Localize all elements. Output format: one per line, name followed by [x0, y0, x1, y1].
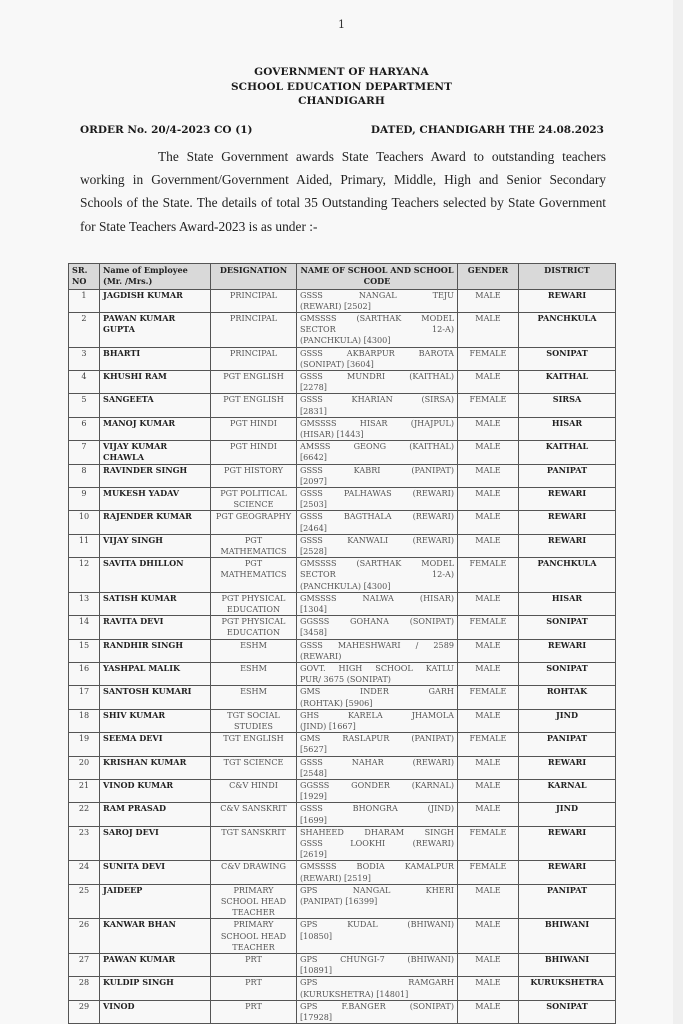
- cell-designation: TGT SOCIAL STUDIES: [211, 709, 297, 732]
- cell-school: [297, 780, 458, 803]
- table-row: [69, 347, 616, 370]
- cell-gender: MALE: [458, 441, 519, 464]
- cell-sr-no: 2: [69, 312, 100, 347]
- cell-gender: MALE: [458, 289, 519, 312]
- cell-employee-name: VIJAY KUMAR CHAWLA: [100, 441, 211, 464]
- cell-designation: PGT POLITICAL SCIENCE: [211, 487, 297, 510]
- school-line: GSSS KANWALI (REWARI): [300, 534, 454, 545]
- cell-school: [297, 417, 458, 440]
- cell-designation: PRIMARY SCHOOL HEAD TEACHER: [211, 884, 297, 919]
- cell-sr-no: 22: [69, 803, 100, 826]
- cell-school: [297, 663, 458, 686]
- cell-sr-no: 17: [69, 686, 100, 709]
- school-line: GMSSSS (SARTHAK MODEL: [300, 312, 454, 323]
- table-row: [69, 312, 616, 347]
- cell-designation: PGT MATHEMATICS: [211, 534, 297, 557]
- school-line: [2548]: [300, 767, 327, 778]
- intro-paragraph: [80, 145, 606, 238]
- cell-employee-name: SAROJ DEVI: [100, 826, 211, 861]
- school-line: GSSS NANGAL TEJU: [300, 289, 454, 300]
- cell-district: BHIWANI: [519, 954, 616, 977]
- cell-gender: MALE: [458, 1000, 519, 1023]
- cell-district: REWARI: [519, 289, 616, 312]
- school-line: (PANCHKULA) [4300]: [300, 580, 391, 591]
- cell-employee-name: RAVITA DEVI: [100, 616, 211, 639]
- table-row: [69, 558, 616, 593]
- cell-sr-no: 12: [69, 558, 100, 593]
- cell-district: HISAR: [519, 592, 616, 615]
- cell-gender: FEMALE: [458, 861, 519, 884]
- cell-sr-no: 25: [69, 884, 100, 919]
- cell-designation: TGT SCIENCE: [211, 756, 297, 779]
- cell-sr-no: 26: [69, 919, 100, 954]
- cell-gender: MALE: [458, 780, 519, 803]
- intro-text: The State Government awards State Teachers Award to outstanding teachers working in Government/Government Aided, Primary, Middle, High and Senior Secondary Schools of the State. The details of total 35 Outstanding Teachers selected by State Government for State Teachers Award-2023 is as under :-: [80, 149, 606, 234]
- cell-district: PANIPAT: [519, 884, 616, 919]
- school-line: GPS CHUNGI-7 (BHIWANI): [300, 954, 454, 965]
- cell-employee-name: MANOJ KUMAR: [100, 417, 211, 440]
- cell-district: SONIPAT: [519, 663, 616, 686]
- cell-school: [297, 441, 458, 464]
- letterhead-city: CHANDIGARH: [298, 95, 385, 107]
- school-line: GGSSS GOHANA (SONIPAT): [300, 616, 454, 627]
- cell-sr-no: 21: [69, 780, 100, 803]
- cell-designation: ESHM: [211, 639, 297, 662]
- cell-gender: MALE: [458, 511, 519, 534]
- cell-gender: MALE: [458, 954, 519, 977]
- school-line: SECTOR 12-A): [300, 324, 454, 335]
- cell-gender: MALE: [458, 803, 519, 826]
- cell-school: [297, 312, 458, 347]
- school-line: [2831]: [300, 405, 327, 416]
- school-line: GHS KARELA JHAMOLA: [300, 709, 454, 720]
- cell-designation: PRT: [211, 977, 297, 1000]
- cell-employee-name: VINOD KUMAR: [100, 780, 211, 803]
- cell-sr-no: 1: [69, 289, 100, 312]
- school-line: [2619]: [300, 849, 327, 860]
- cell-employee-name: RANDHIR SINGH: [100, 639, 211, 662]
- cell-gender: MALE: [458, 534, 519, 557]
- cell-sr-no: 9: [69, 487, 100, 510]
- school-line: (SONIPAT) [3604]: [300, 358, 374, 369]
- cell-district: PANIPAT: [519, 464, 616, 487]
- school-line: GSSS PALHAWAS (REWARI): [300, 487, 454, 498]
- cell-sr-no: 5: [69, 394, 100, 417]
- school-line: [3458]: [300, 627, 327, 638]
- cell-employee-name: KULDIP SINGH: [100, 977, 211, 1000]
- cell-employee-name: VINOD: [100, 1000, 211, 1023]
- cell-district: JIND: [519, 803, 616, 826]
- table-row: [69, 756, 616, 779]
- table-row: [69, 861, 616, 884]
- school-line: [10891]: [300, 965, 333, 976]
- cell-gender: MALE: [458, 370, 519, 393]
- cell-gender: MALE: [458, 312, 519, 347]
- table-row: [69, 441, 616, 464]
- school-line: GPS NANGAL KHERI: [300, 884, 454, 895]
- order-line: [80, 124, 604, 136]
- cell-gender: MALE: [458, 756, 519, 779]
- cell-school: [297, 686, 458, 709]
- cell-gender: FEMALE: [458, 733, 519, 756]
- cell-employee-name: SATISH KUMAR: [100, 592, 211, 615]
- cell-gender: MALE: [458, 592, 519, 615]
- cell-designation: PRT: [211, 1000, 297, 1023]
- cell-district: REWARI: [519, 756, 616, 779]
- cell-school: [297, 861, 458, 884]
- school-line: GMS RASLAPUR (PANIPAT): [300, 733, 454, 744]
- school-line: GSSS LOOKHI (REWARI): [300, 838, 454, 849]
- table-row: [69, 803, 616, 826]
- cell-sr-no: 27: [69, 954, 100, 977]
- cell-employee-name: VIJAY SINGH: [100, 534, 211, 557]
- cell-sr-no: 4: [69, 370, 100, 393]
- school-line: GSSS AKBARPUR BAROTA: [300, 347, 454, 358]
- header-gender: GENDER: [458, 264, 519, 290]
- school-line: [2528]: [300, 545, 327, 556]
- cell-sr-no: 16: [69, 663, 100, 686]
- cell-school: [297, 756, 458, 779]
- school-line: (HISAR) [1443]: [300, 428, 364, 439]
- cell-school: [297, 394, 458, 417]
- cell-gender: MALE: [458, 663, 519, 686]
- cell-designation: TGT ENGLISH: [211, 733, 297, 756]
- letterhead-government: GOVERNMENT OF HARYANA: [254, 66, 429, 78]
- cell-sr-no: 3: [69, 347, 100, 370]
- cell-sr-no: 14: [69, 616, 100, 639]
- table-row: [69, 733, 616, 756]
- cell-school: [297, 558, 458, 593]
- cell-school: [297, 511, 458, 534]
- table-row: [69, 394, 616, 417]
- table-row: [69, 919, 616, 954]
- table-row: [69, 417, 616, 440]
- school-line: AMSSS GEONG (KAITHAL): [300, 441, 454, 452]
- cell-district: KAITHAL: [519, 370, 616, 393]
- cell-employee-name: SHIV KUMAR: [100, 709, 211, 732]
- cell-designation: TGT SANSKRIT: [211, 826, 297, 861]
- school-line: [10850]: [300, 930, 333, 941]
- cell-gender: MALE: [458, 919, 519, 954]
- table-row: [69, 686, 616, 709]
- cell-school: [297, 370, 458, 393]
- school-line: [6642]: [300, 452, 327, 463]
- header-sr-no: SR. NO: [69, 264, 100, 290]
- cell-school: [297, 803, 458, 826]
- cell-school: [297, 954, 458, 977]
- cell-employee-name: PAWAN KUMAR GUPTA: [100, 312, 211, 347]
- table-row: [69, 592, 616, 615]
- cell-sr-no: 8: [69, 464, 100, 487]
- table-row: [69, 709, 616, 732]
- table-row: [69, 370, 616, 393]
- cell-sr-no: 15: [69, 639, 100, 662]
- school-line: GMSSSS BODIA KAMALPUR: [300, 861, 454, 872]
- cell-district: REWARI: [519, 861, 616, 884]
- school-line: GSSS BAGTHALA (REWARI): [300, 511, 454, 522]
- cell-district: ROHTAK: [519, 686, 616, 709]
- cell-district: SONIPAT: [519, 616, 616, 639]
- school-line: (PANIPAT) [16399]: [300, 896, 378, 907]
- cell-employee-name: SANTOSH KUMARI: [100, 686, 211, 709]
- school-line: GPS KUDAL (BHIWANI): [300, 919, 454, 930]
- cell-designation: PRINCIPAL: [211, 347, 297, 370]
- cell-district: SONIPAT: [519, 347, 616, 370]
- cell-gender: FEMALE: [458, 616, 519, 639]
- cell-school: [297, 977, 458, 1000]
- cell-gender: MALE: [458, 464, 519, 487]
- school-line: (ROHTAK) [5906]: [300, 697, 373, 708]
- table-row: [69, 780, 616, 803]
- awards-table: [68, 263, 616, 1024]
- school-line: [2464]: [300, 522, 327, 533]
- school-line: (PANCHKULA) [4300]: [300, 335, 391, 346]
- school-line: (KURUKSHETRA) [14801]: [300, 988, 409, 999]
- cell-school: [297, 709, 458, 732]
- cell-gender: FEMALE: [458, 394, 519, 417]
- school-line: (REWARI) [2519]: [300, 872, 371, 883]
- cell-school: [297, 464, 458, 487]
- school-line: GSSS KABRI (PANIPAT): [300, 464, 454, 475]
- cell-employee-name: MUKESH YADAV: [100, 487, 211, 510]
- cell-designation: PGT HINDI: [211, 441, 297, 464]
- order-date: DATED, CHANDIGARH THE 24.08.2023: [370, 124, 604, 136]
- header-name: Name of Employee (Mr. /Mrs.): [100, 264, 211, 290]
- school-line: [1304]: [300, 603, 327, 614]
- cell-designation: C&V DRAWING: [211, 861, 297, 884]
- cell-district: PANCHKULA: [519, 312, 616, 347]
- cell-designation: PRINCIPAL: [211, 289, 297, 312]
- cell-designation: C&V HINDI: [211, 780, 297, 803]
- cell-school: [297, 826, 458, 861]
- cell-designation: PRINCIPAL: [211, 312, 297, 347]
- cell-sr-no: 11: [69, 534, 100, 557]
- school-line: GMSSSS HISAR (JHAJPUL): [300, 417, 454, 428]
- school-line: PUR/ 3675 (SONIPAT): [300, 674, 391, 685]
- cell-district: KARNAL: [519, 780, 616, 803]
- cell-school: [297, 639, 458, 662]
- cell-gender: MALE: [458, 487, 519, 510]
- cell-sr-no: 13: [69, 592, 100, 615]
- cell-school: [297, 733, 458, 756]
- cell-designation: PGT HISTORY: [211, 464, 297, 487]
- cell-designation: C&V SANSKRIT: [211, 803, 297, 826]
- cell-designation: PGT ENGLISH: [211, 394, 297, 417]
- cell-designation: PGT PHYSICAL EDUCATION: [211, 592, 297, 615]
- cell-district: KAITHAL: [519, 441, 616, 464]
- cell-employee-name: SEEMA DEVI: [100, 733, 211, 756]
- school-line: GMSSSS (SARTHAK MODEL: [300, 558, 454, 569]
- cell-district: REWARI: [519, 511, 616, 534]
- order-number: ORDER No. 20/4-2023 CO (1): [80, 124, 253, 136]
- table-row: [69, 534, 616, 557]
- cell-school: [297, 1000, 458, 1023]
- school-line: [17928]: [300, 1012, 333, 1023]
- school-line: [2097]: [300, 475, 327, 486]
- cell-district: REWARI: [519, 487, 616, 510]
- cell-employee-name: JAGDISH KUMAR: [100, 289, 211, 312]
- school-line: GMS INDER GARH: [300, 686, 454, 697]
- cell-designation: PGT PHYSICAL EDUCATION: [211, 616, 297, 639]
- cell-gender: FEMALE: [458, 826, 519, 861]
- letterhead: [0, 65, 683, 109]
- cell-school: [297, 534, 458, 557]
- cell-sr-no: 23: [69, 826, 100, 861]
- cell-district: REWARI: [519, 534, 616, 557]
- table-row: [69, 289, 616, 312]
- cell-employee-name: SUNITA DEVI: [100, 861, 211, 884]
- table-row: [69, 1000, 616, 1023]
- school-line: (REWARI): [300, 650, 342, 661]
- school-line: GSSS NAHAR (REWARI): [300, 756, 454, 767]
- cell-employee-name: JAIDEEP: [100, 884, 211, 919]
- school-line: GPS F.BANGER (SONIPAT): [300, 1000, 454, 1011]
- header-designation: DESIGNATION: [211, 264, 297, 290]
- school-line: [5627]: [300, 744, 327, 755]
- school-line: [1929]: [300, 791, 327, 802]
- cell-designation: PGT GEOGRAPHY: [211, 511, 297, 534]
- cell-sr-no: 6: [69, 417, 100, 440]
- school-line: [2503]: [300, 499, 327, 510]
- table-row: [69, 639, 616, 662]
- school-line: SECTOR 12-A): [300, 569, 454, 580]
- cell-sr-no: 24: [69, 861, 100, 884]
- cell-sr-no: 19: [69, 733, 100, 756]
- cell-employee-name: YASHPAL MALIK: [100, 663, 211, 686]
- cell-employee-name: RAJENDER KUMAR: [100, 511, 211, 534]
- table-header-row: [69, 264, 616, 290]
- cell-district: JIND: [519, 709, 616, 732]
- cell-designation: PGT MATHEMATICS: [211, 558, 297, 593]
- cell-school: [297, 347, 458, 370]
- cell-employee-name: RAM PRASAD: [100, 803, 211, 826]
- table-row: [69, 954, 616, 977]
- table-row: [69, 464, 616, 487]
- table-row: [69, 487, 616, 510]
- cell-district: BHIWANI: [519, 919, 616, 954]
- school-line: GSSS MAHESHWARI / 2589: [300, 639, 454, 650]
- cell-district: PANCHKULA: [519, 558, 616, 593]
- cell-district: REWARI: [519, 639, 616, 662]
- school-line: GMSSSS NALWA (HISAR): [300, 592, 454, 603]
- cell-sr-no: 20: [69, 756, 100, 779]
- school-line: GGSSS GONDER (KARNAL): [300, 780, 454, 791]
- cell-employee-name: PAWAN KUMAR: [100, 954, 211, 977]
- cell-district: SIRSA: [519, 394, 616, 417]
- school-line: SHAHEED DHARAM SINGH: [300, 826, 454, 837]
- table-row: [69, 826, 616, 861]
- cell-school: [297, 884, 458, 919]
- cell-district: SONIPAT: [519, 1000, 616, 1023]
- cell-employee-name: SAVITA DHILLON: [100, 558, 211, 593]
- table-row: [69, 616, 616, 639]
- cell-designation: PGT ENGLISH: [211, 370, 297, 393]
- cell-school: [297, 289, 458, 312]
- cell-gender: MALE: [458, 884, 519, 919]
- school-line: (REWARI) [2502]: [300, 300, 371, 311]
- cell-gender: FEMALE: [458, 686, 519, 709]
- table-row: [69, 884, 616, 919]
- cell-gender: MALE: [458, 417, 519, 440]
- cell-gender: MALE: [458, 977, 519, 1000]
- cell-gender: MALE: [458, 639, 519, 662]
- school-line: GSSS BHONGRA (JIND): [300, 803, 454, 814]
- cell-school: [297, 919, 458, 954]
- cell-sr-no: 7: [69, 441, 100, 464]
- cell-school: [297, 616, 458, 639]
- cell-gender: FEMALE: [458, 347, 519, 370]
- header-district: DISTRICT: [519, 264, 616, 290]
- cell-designation: PGT HINDI: [211, 417, 297, 440]
- table-row: [69, 977, 616, 1000]
- cell-sr-no: 18: [69, 709, 100, 732]
- school-line: [2278]: [300, 382, 327, 393]
- cell-employee-name: RAVINDER SINGH: [100, 464, 211, 487]
- cell-employee-name: KANWAR BHAN: [100, 919, 211, 954]
- page-edge: [673, 0, 683, 1024]
- cell-employee-name: KRISHAN KUMAR: [100, 756, 211, 779]
- cell-district: REWARI: [519, 826, 616, 861]
- cell-sr-no: 10: [69, 511, 100, 534]
- cell-district: KURUKSHETRA: [519, 977, 616, 1000]
- cell-district: PANIPAT: [519, 733, 616, 756]
- cell-employee-name: KHUSHI RAM: [100, 370, 211, 393]
- school-line: GOVT. HIGH SCHOOL KATLU: [300, 663, 454, 673]
- table-row: [69, 663, 616, 686]
- school-line: (JIND) [1667]: [300, 721, 356, 732]
- cell-sr-no: 28: [69, 977, 100, 1000]
- cell-designation: PRIMARY SCHOOL HEAD TEACHER: [211, 919, 297, 954]
- cell-gender: MALE: [458, 709, 519, 732]
- cell-gender: FEMALE: [458, 558, 519, 593]
- cell-designation: ESHM: [211, 663, 297, 686]
- cell-employee-name: SANGEETA: [100, 394, 211, 417]
- cell-school: [297, 487, 458, 510]
- school-line: GSSS MUNDRI (KAITHAL): [300, 370, 454, 381]
- cell-employee-name: BHARTI: [100, 347, 211, 370]
- cell-district: HISAR: [519, 417, 616, 440]
- letterhead-department: SCHOOL EDUCATION DEPARTMENT: [231, 80, 452, 93]
- cell-designation: ESHM: [211, 686, 297, 709]
- cell-school: [297, 592, 458, 615]
- school-line: [1699]: [300, 814, 327, 825]
- cell-sr-no: 29: [69, 1000, 100, 1023]
- school-line: GSSS KHARIAN (SIRSA): [300, 394, 454, 405]
- header-school: NAME OF SCHOOL AND SCHOOL CODE: [297, 264, 458, 290]
- school-line: GPS RAMGARH: [300, 977, 454, 988]
- page-number: 1: [338, 18, 345, 31]
- table-row: [69, 511, 616, 534]
- cell-designation: PRT: [211, 954, 297, 977]
